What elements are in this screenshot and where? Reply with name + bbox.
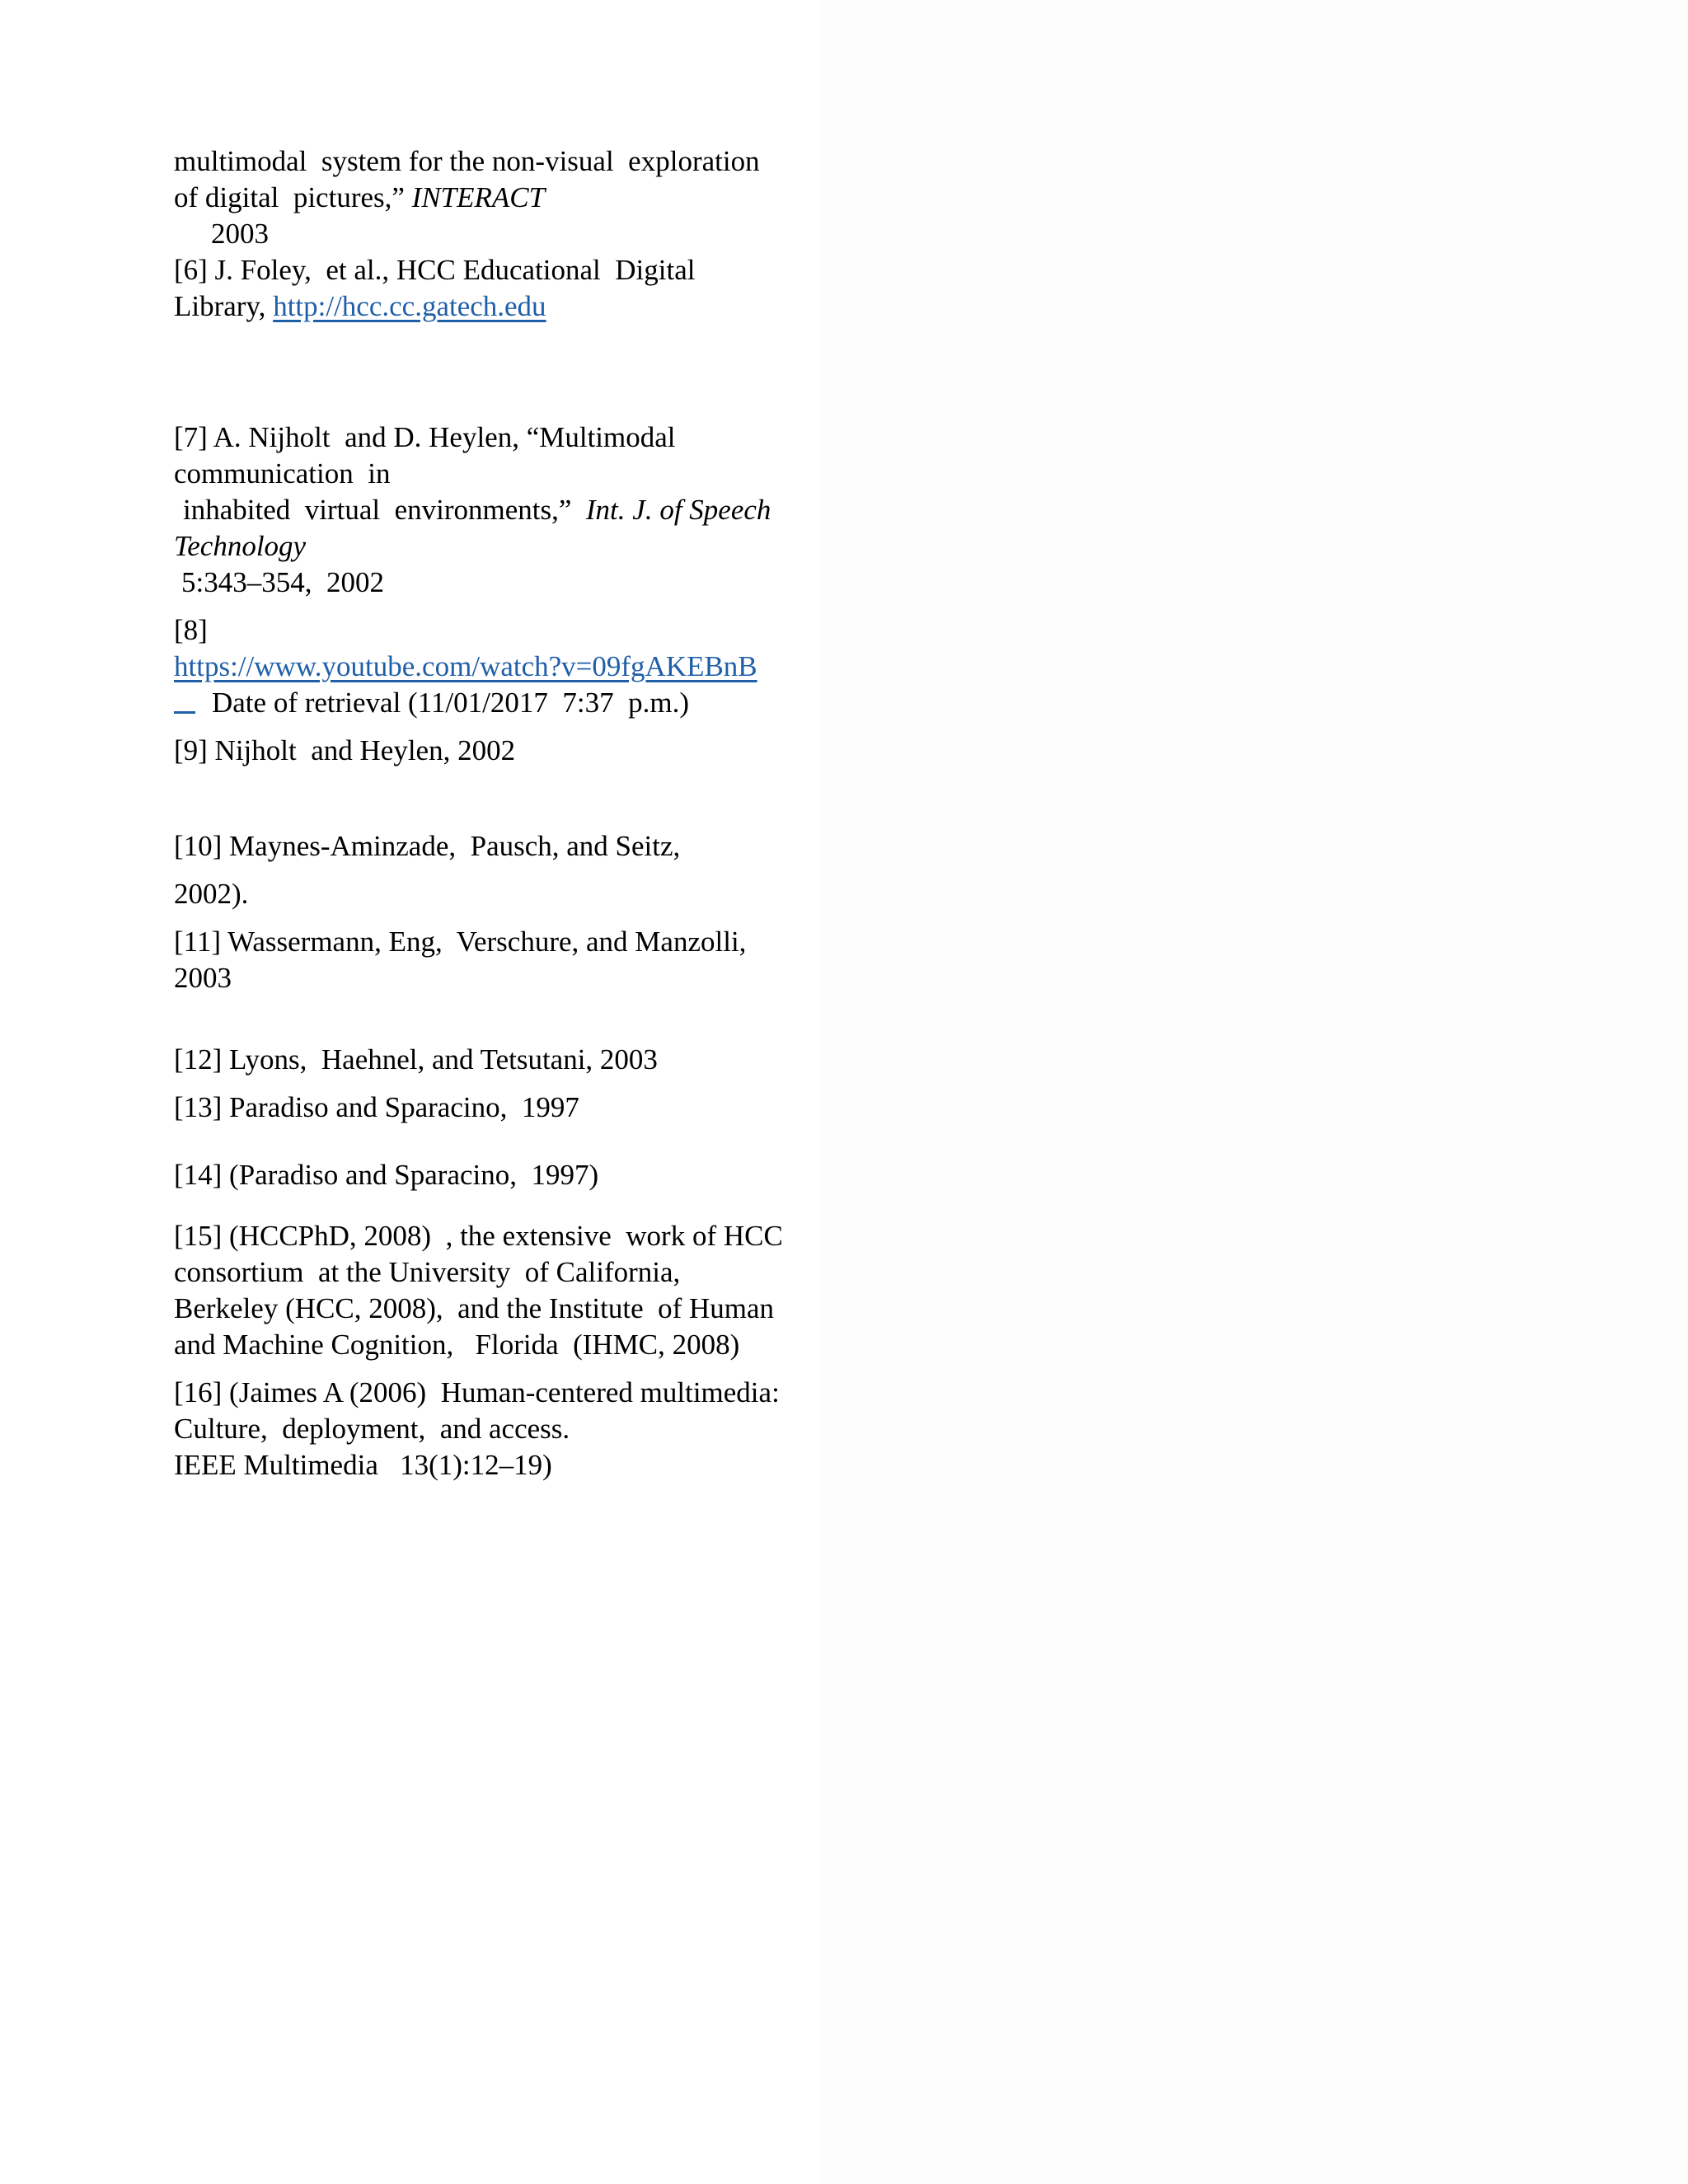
reference-12: [12] Lyons, Haehnel, and Tetsutani, 2003 (174, 1043, 658, 1076)
reference-14: [14] (Paradiso and Sparacino, 1997) (174, 1159, 599, 1191)
reference-10 (174, 828, 825, 912)
spacer (174, 996, 825, 1042)
reference-5-line-1: multimodal system for the non-visual exploration (174, 145, 760, 177)
spacer (174, 769, 825, 828)
reference-8-label: [8] (174, 614, 208, 646)
spacer (174, 1126, 825, 1157)
spacer (174, 865, 825, 876)
reference-16-line-3: IEEE Multimedia 13(1):12–19) (174, 1449, 552, 1481)
reference-6-line-1: [6] J. Foley, et al., HCC Educational Digital (174, 254, 696, 286)
reference-13: [13] Paradiso and Sparacino, 1997 (174, 1091, 579, 1123)
reference-7 (174, 419, 825, 601)
spacer (174, 1193, 825, 1218)
reference-15-line-1: [15] (HCCPhD, 2008) , the extensive work of HCC (174, 1220, 783, 1252)
reference-10-line-2: 2002). (174, 878, 249, 910)
reference-6-line-2-text: Library, (174, 290, 274, 322)
reference-8-line-3 (174, 685, 825, 721)
spacer (174, 1363, 825, 1375)
reference-7-line-1: [7] A. Nijholt and D. Heylen, “Multimodal (174, 421, 676, 453)
spacer (174, 601, 825, 612)
reference-5 (174, 143, 825, 252)
reference-6-line-2 (174, 288, 825, 325)
spacer (174, 1078, 825, 1090)
reference-list (174, 143, 825, 1483)
reference-6 (174, 252, 825, 325)
reference-8 (174, 612, 825, 721)
reference-8-link-underline[interactable] (174, 687, 195, 714)
reference-7-line-5: 5:343–354, 2002 (181, 566, 384, 598)
reference-15-line-4: and Machine Cognition, Florida (IHMC, 2008) (174, 1329, 740, 1361)
reference-5-year: 2003 (211, 218, 269, 250)
reference-7-line-3 (174, 492, 825, 528)
reference-16-line-1: [16] (Jaimes A (2006) Human-centered multimedia: (174, 1376, 780, 1408)
reference-7-journal-cont: Technology (174, 530, 307, 562)
reference-6-link[interactable]: http://hcc.cc.gatech.edu (273, 290, 546, 322)
reference-8-line-2 (174, 649, 825, 685)
spacer (174, 325, 825, 419)
reference-7-journal: Int. J. of Speech (585, 494, 771, 526)
reference-11-line-1: [11] Wassermann, Eng, Verschure, and Manzolli, (174, 926, 747, 958)
reference-7-line-4 (174, 528, 825, 565)
reference-7-line-3-text: inhabited virtual environments,” (183, 494, 586, 526)
reference-7-line-2: communication in (174, 457, 391, 490)
reference-15 (174, 1218, 825, 1363)
reference-8-link[interactable]: https://www.youtube.com/watch?v=09fgAKEBnB (174, 650, 757, 682)
page-background-shade (820, 0, 1688, 2184)
reference-11-line-2: 2003 (174, 962, 232, 994)
reference-8-retrieval: Date of retrieval (11/01/2017 7:37 p.m.) (212, 687, 689, 719)
spacer (174, 912, 825, 924)
reference-10-line-1: [10] Maynes-Aminzade, Pausch, and Seitz, (174, 830, 681, 862)
reference-9: [9] Nijholt and Heylen, 2002 (174, 734, 516, 766)
reference-5-venue: INTERACT (411, 181, 546, 213)
reference-5-line-2-text: of digital pictures,” (174, 181, 412, 213)
reference-5-line-2 (174, 180, 825, 216)
spacer (174, 721, 825, 733)
reference-16 (174, 1375, 825, 1483)
reference-11 (174, 924, 825, 996)
reference-15-line-2: consortium at the University of California, (174, 1256, 681, 1288)
reference-15-line-3: Berkeley (HCC, 2008), and the Institute of Human (174, 1292, 775, 1324)
reference-16-line-2: Culture, deployment, and access. (174, 1413, 570, 1445)
